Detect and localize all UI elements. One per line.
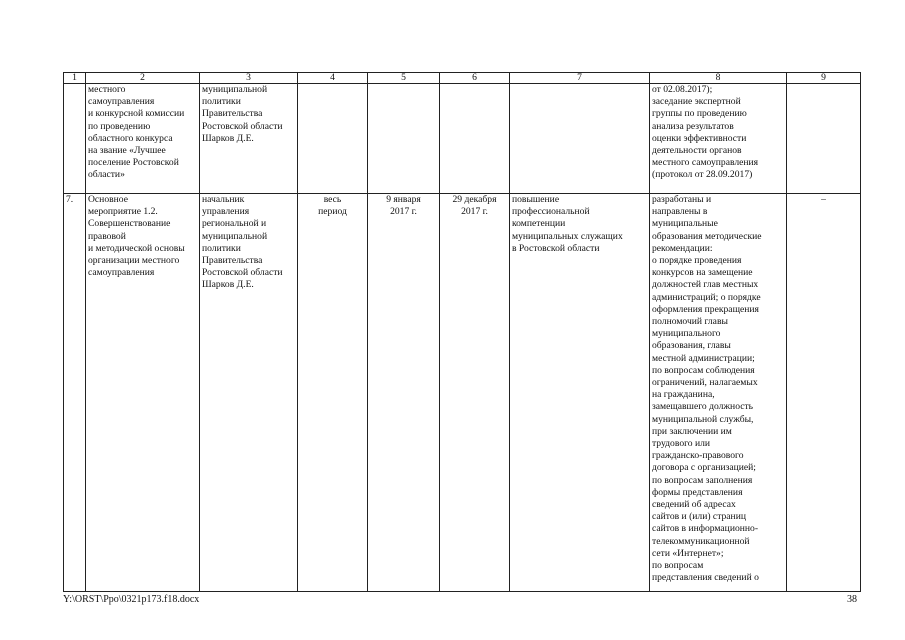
column-header: 8 (650, 73, 787, 84)
column-header: 9 (787, 73, 861, 84)
page-number: 38 (847, 594, 857, 605)
activity-name-cell: Основное мероприятие 1.2. Совершенствование правовой и методической основы организации местного самоуправления (86, 194, 200, 592)
responsible-cell: начальник управления региональной и муниципальной политики Правительства Ростовской области Шарков Д.Е. (200, 194, 298, 592)
period-cell: весь период (298, 194, 368, 592)
table-header-row (64, 73, 861, 84)
row-number-cell (64, 84, 86, 194)
column-header: 2 (86, 73, 200, 84)
footer-file-path: Y:\ORST\Ppo\0321p173.f18.docx (63, 594, 200, 605)
column-header: 6 (440, 73, 510, 84)
actual-result-cell: разработаны и направлены в муниципальные образования методические рекомендации: о порядке проведения конкурсов на замещение должностей глав местных администраций; о порядке оформления прекращения полномочий главы муниципального образования, главы местной администрации; по вопросам соблюдения ограничений, налагаемых на гражданина, замещавшего должность муниципальной службы, при заключении им трудового или гражданско-правового договора с организацией; по вопросам заполнения формы представления сведений об адресах сайтов и (или) страниц сайтов в информационно- телекоммуникационной сети «Интернет»; по вопросам представления сведений о (650, 194, 787, 592)
expected-result-cell: повышение профессиональной компетенции муниципальных служащих в Ростовской области (510, 194, 650, 592)
actual-result-cell: от 02.08.2017); заседание экспертной группы по проведению анализа результатов оценки эффективности деятельности органов местного самоуправления (протокол от 28.09.2017) (650, 84, 787, 194)
end-date-cell (440, 84, 510, 194)
table-row (64, 84, 861, 194)
column-header: 3 (200, 73, 298, 84)
document-table (63, 72, 861, 592)
row-number-cell: 7. (64, 194, 86, 592)
table-row (64, 194, 861, 592)
column-header: 7 (510, 73, 650, 84)
reasons-cell (787, 84, 861, 194)
period-cell (298, 84, 368, 194)
start-date-cell (368, 84, 440, 194)
end-date-cell: 29 декабря 2017 г. (440, 194, 510, 592)
activity-name-cell: местного самоуправления и конкурсной комиссии по проведению областного конкурса на звание «Лучшее поселение Ростовской области» (86, 84, 200, 194)
column-header: 5 (368, 73, 440, 84)
column-header: 4 (298, 73, 368, 84)
column-header: 1 (64, 73, 86, 84)
start-date-cell: 9 января 2017 г. (368, 194, 440, 592)
expected-result-cell (510, 84, 650, 194)
responsible-cell: муниципальной политики Правительства Ростовской области Шарков Д.Е. (200, 84, 298, 194)
reasons-cell: – (787, 194, 861, 592)
